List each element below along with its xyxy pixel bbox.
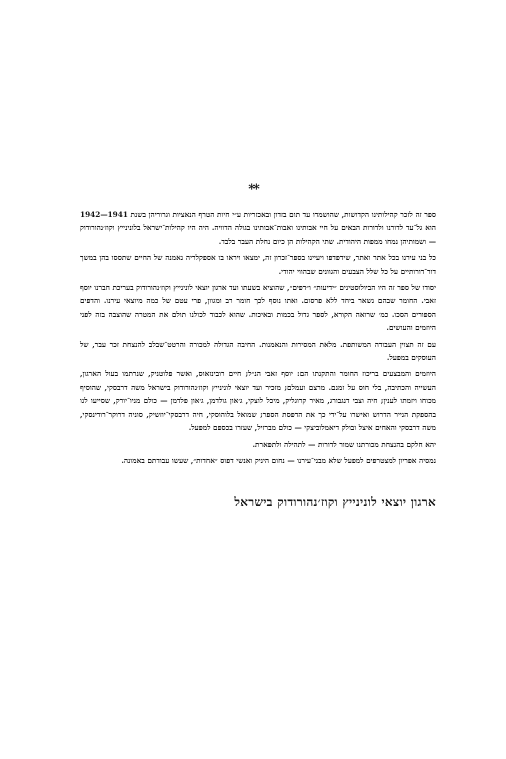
paragraph-initiators: היוזמים והמבצעים בריכוז החומר והתקנתו הם: יוסף זאבי הנ״ל; חיים רובינזאוס, ואשר פלוטניק, שנרתמו בעול הארגון, העשייה והכתיבה, בלי חוס על זמנם. מרצם ועמלם; מזכיר ועד יוצאי לונינייץ וקוז׳נהורודוק בישראל משה דרבסקי, שהוסיף מכוחו ויזמתו לענין; חיה וצבי דנגבורג, מאיר קרוגליק, מיכל לוצקי, ג׳און גולדמן, ג׳און פלדמן — כולם מניו־יורק, שסייעו לנו בהספקת הנייר הדרוש ואישרו על־ידי כך את הדפסת הספר; שמואל בלוהוסקי, חיה דרבסקי־יוזשיק, סוניה דרוקר־רודינסקי, משה דרבסקי והאחים איצל ובולק דיאמלוביצקי — כולם מברזיל, שעזרו בכספם למפעל. xyxy=(80,369,436,433)
paragraph-shared-work: עם זה תצוין העבודה המשותפת. מלאת המסירות והנאמנות. החיבה הגדולה למכורה והרטט־שבלב להנצחת זכר עבר, של העוסקים במפעל. xyxy=(80,339,436,363)
paragraph-mirror: כל בני עירנו בכל אתר ואתר, שידפדפו ויעיינו בספר־זכרון זה, ימצאו ויראו בו אספקלריה נאמנה של החיים שתססו בהן במשך דור־דורותיים על כל שלל הצבעים והגוונים שבהווי יהודי. xyxy=(80,253,436,276)
paragraph-dedication: ספר זה לזכר קהילותינו הקדושות, שהושמדו עד תום בזדון ובאכזריות ע״י חיות הטרף הנאציות וגרוריהן בשנת 1941—1942 הוא גל־עד לדורנו ולדורות הבאים על חיי אבותינו ואבות־אבותינו בגולה הדוויה. היה היו קהילות־ישראל בלונינייץ וקוז׳נהורודוק — ושמותיהן נמחו ממפות היהודית. שתי הקהילות הן כיום נחלת העבר בלבד. xyxy=(80,210,436,246)
paragraph-blessing: יהא חלקם בהנצחת מכורתנו שמור לדורות — לתהילה ולתפארת. xyxy=(252,439,436,449)
organization-signature: ארגון יוצאי לונינייץ וקוז׳נהורודוק בישראל xyxy=(234,495,436,509)
paragraph-foundation: יסודו של ספר זה היו הביולוסטינים ״ידיעות״ ו״דפים״, שהוציא בשעתו ועד ארגון יוצאי לונינייץ וקוז׳נהורודוק בעריכת חברנו יוסף זאבי. החומר שבהם נשאר ביחד ללא פרסום. ואתו נוסף לכך חומר רב ומגוון, פרי עטם של כמה מיוצאי עירנו. והדפים הספורים הסכו. כמ׳ שרואה הקורא, לספר גדול בכמות ובאיכות. שהוא לכבוד לכולנו תולם את המטרה שהוצבה בזה לפני היוזמים והעושים. xyxy=(80,283,436,333)
foreword-text xyxy=(80,208,436,470)
section-ornament: ** xyxy=(248,182,258,197)
paragraph-thanks: נמסיה אפריון למצטרפים למפעל שלא מבני־עירנו — נחום היניק ואנשי דפוס ״אחדות״, שעשו עבודתם באמונה. xyxy=(121,455,436,465)
